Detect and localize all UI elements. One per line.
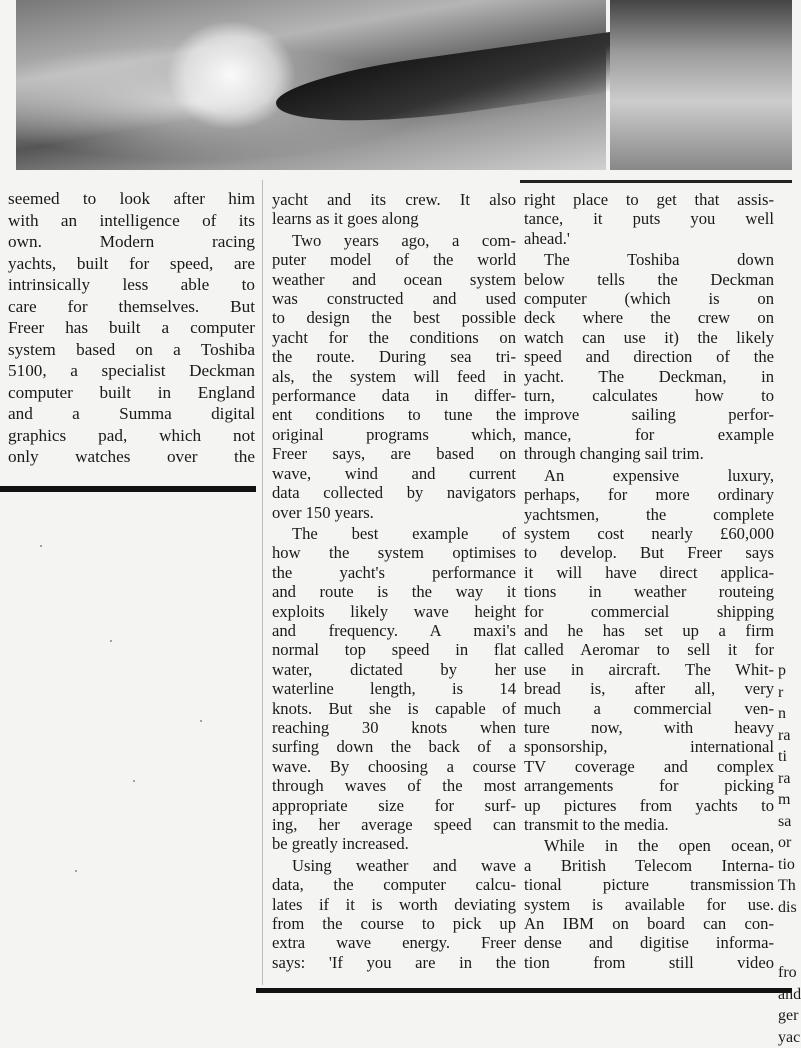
- side-photo: [610, 0, 792, 170]
- column-top-rule: [520, 180, 792, 183]
- text-line: An IBM on board can con-: [524, 914, 774, 933]
- text-line: yacht for the conditions on: [272, 328, 516, 347]
- text-line: watch can use it) the likely: [524, 328, 774, 347]
- text-line: a British Telecom Interna-: [524, 856, 774, 875]
- article-column-1: [8, 188, 255, 470]
- text-line: wave. By choosing a course: [272, 757, 516, 776]
- text-line: An expensive luxury,: [524, 466, 774, 485]
- text-line: and route is the way it: [272, 582, 516, 601]
- fragment-gap: [778, 918, 792, 962]
- text-line: up pictures from yachts to: [524, 796, 774, 815]
- text-line: surfing down the back of a: [272, 737, 516, 756]
- text-line: speed and direction of the: [524, 347, 774, 366]
- text-line: ing, her average speed can: [272, 815, 516, 834]
- paragraph: [524, 190, 774, 248]
- fragment-line: sa: [778, 811, 792, 833]
- text-line: through waves of the most: [272, 776, 516, 795]
- paragraph: [272, 190, 516, 229]
- text-line: knots. But she is capable of: [272, 699, 516, 718]
- text-line: Using weather and wave: [272, 856, 516, 875]
- text-line: the route. During sea tri-: [272, 347, 516, 366]
- text-line: below tells the Deckman: [524, 270, 774, 289]
- text-line: lates if it is worth deviating: [272, 895, 516, 914]
- text-line: use in aircraft. The Whit-: [524, 660, 774, 679]
- text-line: tional picture transmission: [524, 875, 774, 894]
- text-line: intrinsically less able to: [8, 274, 255, 296]
- text-line: While in the open ocean,: [524, 836, 774, 855]
- scan-speck: [75, 870, 77, 872]
- text-line: Freer says, are based on: [272, 444, 516, 463]
- text-line: to develop. But Freer says: [524, 543, 774, 562]
- text-line: waterline length, is 14: [272, 679, 516, 698]
- text-line: be greatly increased.: [272, 834, 516, 853]
- text-line: called Aeromar to sell it for: [524, 640, 774, 659]
- text-line: much a commercial ven-: [524, 699, 774, 718]
- fragment-line: and: [778, 984, 792, 1006]
- text-line: extra wave energy. Freer: [272, 933, 516, 952]
- text-line: and a Summa digital: [8, 403, 255, 425]
- text-line: through changing sail trim.: [524, 444, 774, 463]
- scan-speck: [200, 720, 202, 722]
- text-line: system based on a Toshiba: [8, 339, 255, 361]
- paragraph: [524, 466, 774, 835]
- text-line: ahead.': [524, 229, 774, 248]
- text-line: care for themselves. But: [8, 296, 255, 318]
- text-line: system is available for use.: [524, 895, 774, 914]
- fragment-line: r: [778, 682, 792, 704]
- text-line: ent conditions to tune the: [272, 405, 516, 424]
- text-line: ture now, with heavy: [524, 718, 774, 737]
- text-line: yacht. The Deckman, in: [524, 367, 774, 386]
- text-line: it will have direct applica-: [524, 563, 774, 582]
- text-line: dense and digitise informa-: [524, 933, 774, 952]
- text-line: right place to get that assis-: [524, 190, 774, 209]
- column-separator: [262, 180, 263, 985]
- fragment-line: or: [778, 832, 792, 854]
- photo-yacht-hull: [276, 31, 616, 139]
- fragment-line: m: [778, 789, 792, 811]
- text-line: and frequency. A maxi's: [272, 621, 516, 640]
- scan-speck: [110, 640, 112, 642]
- text-line: to design the best possible: [272, 308, 516, 327]
- text-line: data collected by navigators: [272, 483, 516, 502]
- fragment-line: tio: [778, 854, 792, 876]
- text-line: graphics pad, which not: [8, 425, 255, 447]
- text-line: yachts, built for speed, are: [8, 253, 255, 275]
- article-column-3: [524, 190, 774, 974]
- text-line: mance, for example: [524, 425, 774, 444]
- paragraph: [8, 188, 255, 468]
- text-line: tance, it puts you well: [524, 209, 774, 228]
- text-line: als, the system will feed in: [272, 367, 516, 386]
- fragment-line: ger: [778, 1005, 792, 1027]
- text-line: original programs which,: [272, 425, 516, 444]
- text-line: transmit to the media.: [524, 815, 774, 834]
- text-line: perhaps, for more ordinary: [524, 485, 774, 504]
- section-rule: [0, 486, 256, 492]
- text-line: improve sailing perfor-: [524, 405, 774, 424]
- text-line: sponsorship, international: [524, 737, 774, 756]
- text-line: computer (which is on: [524, 289, 774, 308]
- adjacent-column-fragments: [778, 660, 792, 1048]
- text-line: bread is, after all, very: [524, 679, 774, 698]
- text-line: arrangements for picking: [524, 776, 774, 795]
- text-line: The best example of: [272, 524, 516, 543]
- yacht-photo: [16, 0, 606, 170]
- text-line: the yacht's performance: [272, 563, 516, 582]
- fragment-line: yac: [778, 1027, 792, 1048]
- text-line: computer built in England: [8, 382, 255, 404]
- text-line: The Toshiba down: [524, 250, 774, 269]
- text-line: reaching 30 knots when: [272, 718, 516, 737]
- bottom-rule: [256, 988, 792, 993]
- text-line: performance data in differ-: [272, 386, 516, 405]
- paragraph: [524, 250, 774, 463]
- text-line: Two years ago, a com-: [272, 231, 516, 250]
- text-line: appropriate size for surf-: [272, 796, 516, 815]
- fragment-line: dis: [778, 897, 792, 919]
- text-line: deck where the crew on: [524, 308, 774, 327]
- paragraph: [272, 231, 516, 522]
- text-line: seemed to look after him: [8, 188, 255, 210]
- text-line: only watches over the: [8, 446, 255, 468]
- text-line: tion from still video: [524, 953, 774, 972]
- text-line: weather and ocean system: [272, 270, 516, 289]
- text-line: says: 'If you are in the: [272, 953, 516, 972]
- text-line: how the system optimises: [272, 543, 516, 562]
- text-line: system cost nearly £60,000: [524, 524, 774, 543]
- paragraph: [524, 836, 774, 972]
- paragraph: [272, 524, 516, 854]
- fragment-line: ra: [778, 768, 792, 790]
- fragment-line: Th: [778, 875, 792, 897]
- text-line: puter model of the world: [272, 250, 516, 269]
- text-line: wave, wind and current: [272, 464, 516, 483]
- text-line: for commercial shipping: [524, 602, 774, 621]
- text-line: with an intelligence of its: [8, 210, 255, 232]
- text-line: turn, calculates how to: [524, 386, 774, 405]
- text-line: from the course to pick up: [272, 914, 516, 933]
- text-line: learns as it goes along: [272, 209, 516, 228]
- scan-speck: [133, 780, 135, 782]
- text-line: water, dictated by her: [272, 660, 516, 679]
- text-line: normal top speed in flat: [272, 640, 516, 659]
- text-line: own. Modern racing: [8, 231, 255, 253]
- fragment-line: n: [778, 703, 792, 725]
- fragment-line: p: [778, 660, 792, 682]
- text-line: 5100, a specialist Deckman: [8, 360, 255, 382]
- text-line: yacht and its crew. It also: [272, 190, 516, 209]
- fragment-line: ra: [778, 725, 792, 747]
- text-line: yachtsmen, the complete: [524, 505, 774, 524]
- text-line: tions in weather routeing: [524, 582, 774, 601]
- text-line: was constructed and used: [272, 289, 516, 308]
- text-line: and he has set up a firm: [524, 621, 774, 640]
- paragraph: [272, 856, 516, 972]
- text-line: Freer has built a computer: [8, 317, 255, 339]
- fragment-line: ti: [778, 746, 792, 768]
- text-line: TV coverage and complex: [524, 757, 774, 776]
- text-line: over 150 years.: [272, 503, 516, 522]
- text-line: exploits likely wave height: [272, 602, 516, 621]
- fragment-line: fro: [778, 962, 792, 984]
- article-column-2: [272, 190, 516, 974]
- photo-spray: [166, 20, 296, 130]
- scan-speck: [40, 545, 42, 547]
- text-line: data, the computer calcu-: [272, 875, 516, 894]
